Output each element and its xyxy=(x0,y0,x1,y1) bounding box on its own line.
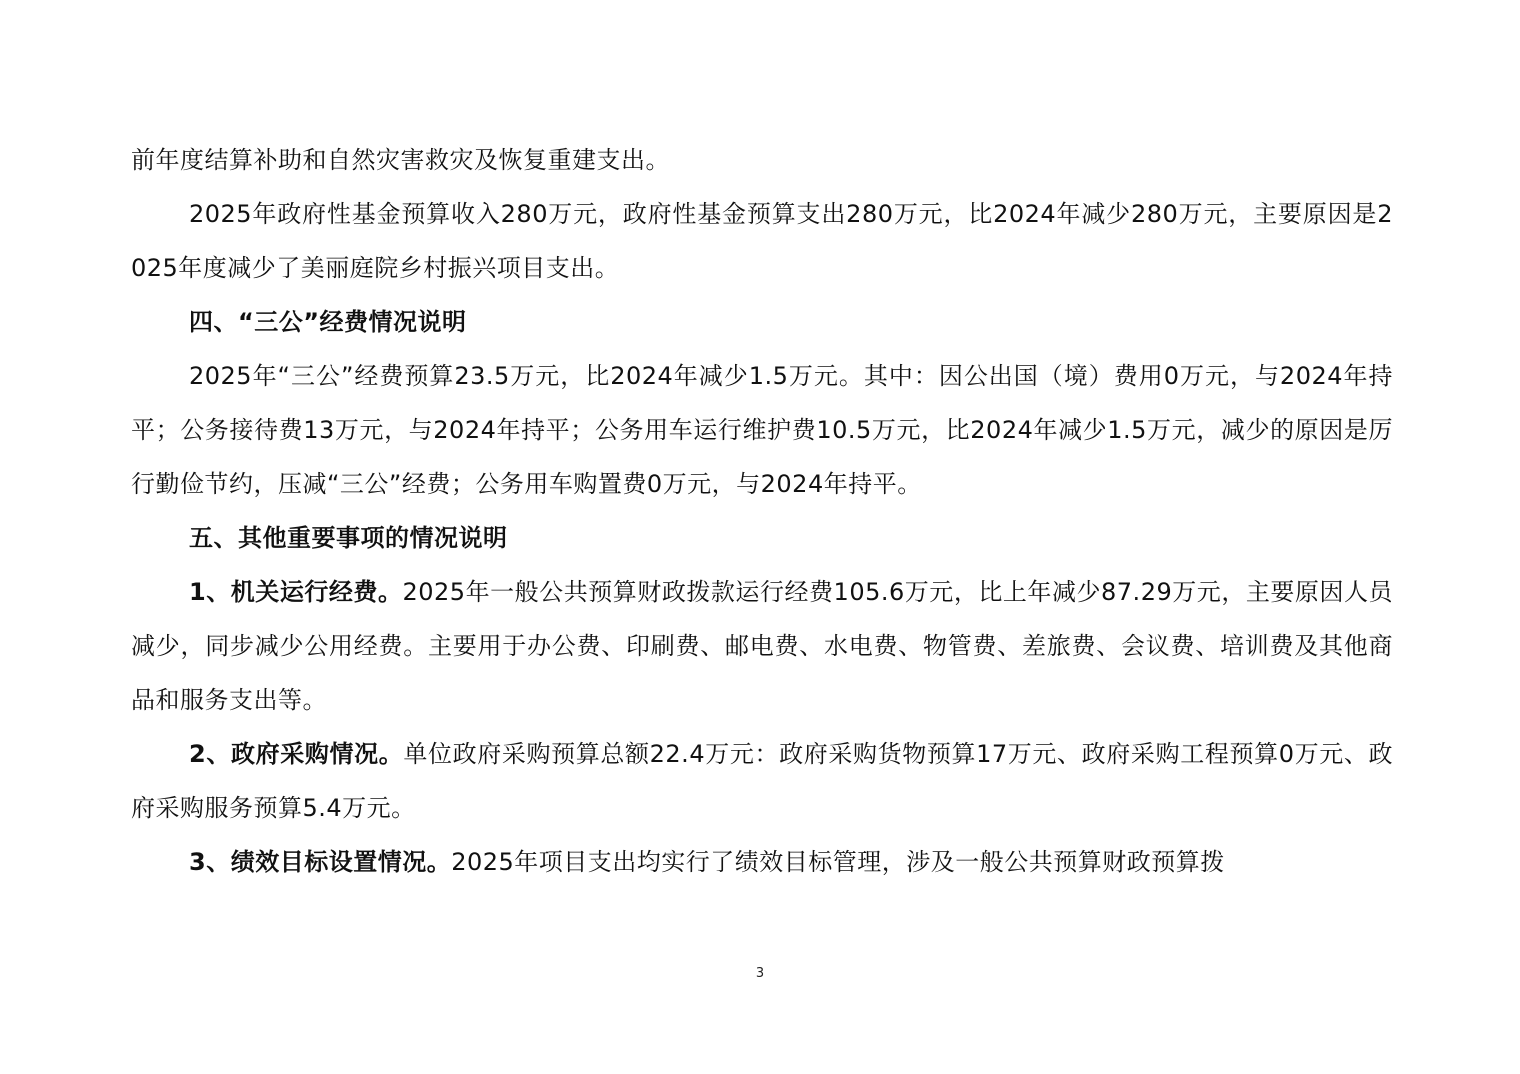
paragraph-text: 前年度结算补助和自然灾害救灾及恢复重建支出。 xyxy=(131,146,670,174)
section-heading-other-matters xyxy=(131,511,1393,565)
paragraph-text: 2025年政府性基金预算收入280万元，政府性基金预算支出280万元，比2024年减少280万元，主要原因是2025年度减少了美丽庭院乡村振兴项目支出。 xyxy=(131,200,1393,282)
heading-text: 四、“三公”经费情况说明 xyxy=(189,308,467,336)
heading-text: 五、其他重要事项的情况说明 xyxy=(189,524,508,552)
paragraph-performance-targets xyxy=(131,835,1393,889)
paragraph-lead: 1、机关运行经费。 xyxy=(189,578,403,606)
paragraph-text: 2025年“三公”经费预算23.5万元，比2024年减少1.5万元。其中：因公出国（境）费用0万元，与2024年持平；公务接待费13万元，与2024年持平；公务用车运行维护费10.5万元，比2024年减少1.5万元，减少的原因是厉行勤俭节约，压减“三公”经费；公务用车购置费0万元，与2024年持平。 xyxy=(131,362,1393,498)
paragraph-text: 2025年一般公共预算财政拨款运行经费105.6万元，比上年减少87.29万元，主要原因人员减少，同步减少公用经费。主要用于办公费、印刷费、邮电费、水电费、物管费、差旅费、会议费、培训费及其他商品和服务支出等。 xyxy=(131,578,1393,714)
paragraph-three-public-expenses xyxy=(131,349,1393,511)
paragraph-operating-funds xyxy=(131,565,1393,727)
paragraph-text: 单位政府采购预算总额22.4万元：政府采购货物预算17万元、政府采购工程预算0万元、政府采购服务预算5.4万元。 xyxy=(131,740,1393,822)
document-body xyxy=(131,133,1393,889)
page-number: 3 xyxy=(755,966,765,981)
section-heading-three-public-expenses xyxy=(131,295,1393,349)
paragraph-government-fund-budget xyxy=(131,187,1393,295)
paragraph-lead: 2、政府采购情况。 xyxy=(189,740,404,768)
paragraph-government-procurement xyxy=(131,727,1393,835)
paragraph-text: 2025年项目支出均实行了绩效目标管理，涉及一般公共预算财政预算拨 xyxy=(451,848,1225,876)
paragraph-continuation xyxy=(131,133,1393,187)
paragraph-lead: 3、绩效目标设置情况。 xyxy=(189,848,452,876)
